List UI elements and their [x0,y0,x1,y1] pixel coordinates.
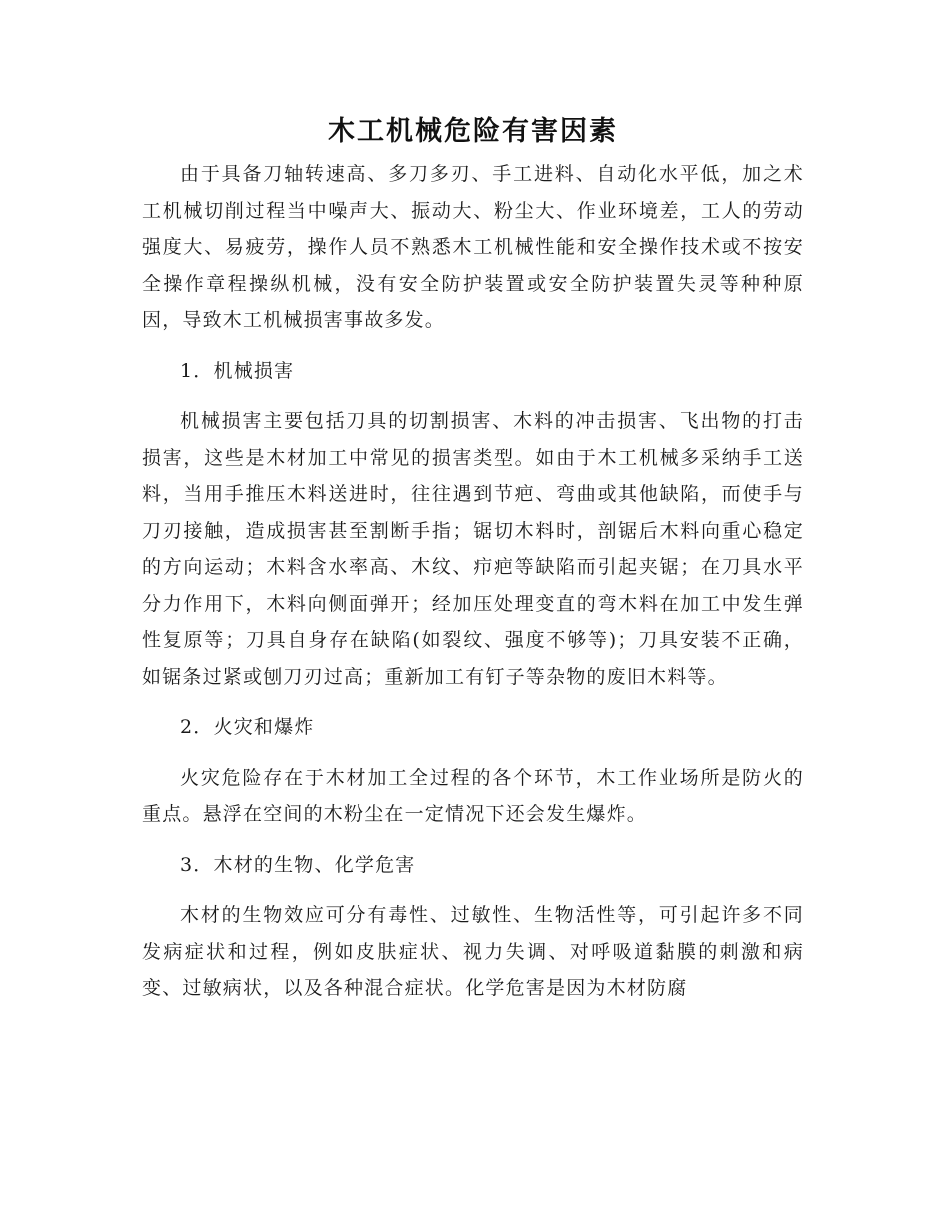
section-body-mechanical-injury: 机械损害主要包括刀具的切割损害、木料的冲击损害、飞出物的打击损害，这些是木材加工中常见的损害类型。如由于木工机械多采纳手工送料，当用手推压木料送进时，往往遇到节疤、弯曲或其他缺陷，而使手与刀刃接触，造成损害甚至割断手指；锯切木料时，剖锯后木料向重心稳定的方向运动；木料含水率高、木纹、疖疤等缺陷而引起夹锯；在刀具水平分力作用下，木料向侧面弹开；经加压处理变直的弯木料在加工中发生弹性复原等；刀具自身存在缺陷(如裂纹、强度不够等)；刀具安装不正确，如锯条过紧或刨刀刃过高；重新加工有钉子等杂物的废旧木料等。 [142,410,804,688]
section-body-bio-chemical-hazard: 木材的生物效应可分有毒性、过敏性、生物活性等，可引起许多不同发病症状和过程，例如皮肤症状、视力失调、对呼吸道黏膜的刺激和病变、过敏病状，以及各种混合症状。化学危害是因为木材防腐 [142,904,804,999]
section-heading-fire-explosion: 2．火灾和爆炸 [180,716,315,738]
section-heading-bio-chemical-hazard: 3．木材的生物、化学危害 [180,853,416,876]
document-body [142,112,804,1021]
section-heading-mechanical-injury: 1．机械损害 [180,359,295,382]
section-body-fire-explosion: 火灾危险存在于木材加工全过程的各个环节，木工作业场所是防火的重点。悬浮在空间的木粉尘在一定情况下还会发生爆炸。 [142,766,804,825]
intro-paragraph: 由于具备刀轴转速高、多刀多刃、手工进料、自动化水平低，加之术工机械切削过程当中噪声大、振动大、粉尘大、作业环境差，工人的劳动强度大、易疲劳，操作人员不熟悉木工机械性能和安全操作技术或不按安全操作章程操纵机械，没有安全防护装置或安全防护装置失灵等种种原因，导致木工机械损害事故多发。 [142,163,804,331]
document-title: 木工机械危险有害因素 [328,116,618,147]
